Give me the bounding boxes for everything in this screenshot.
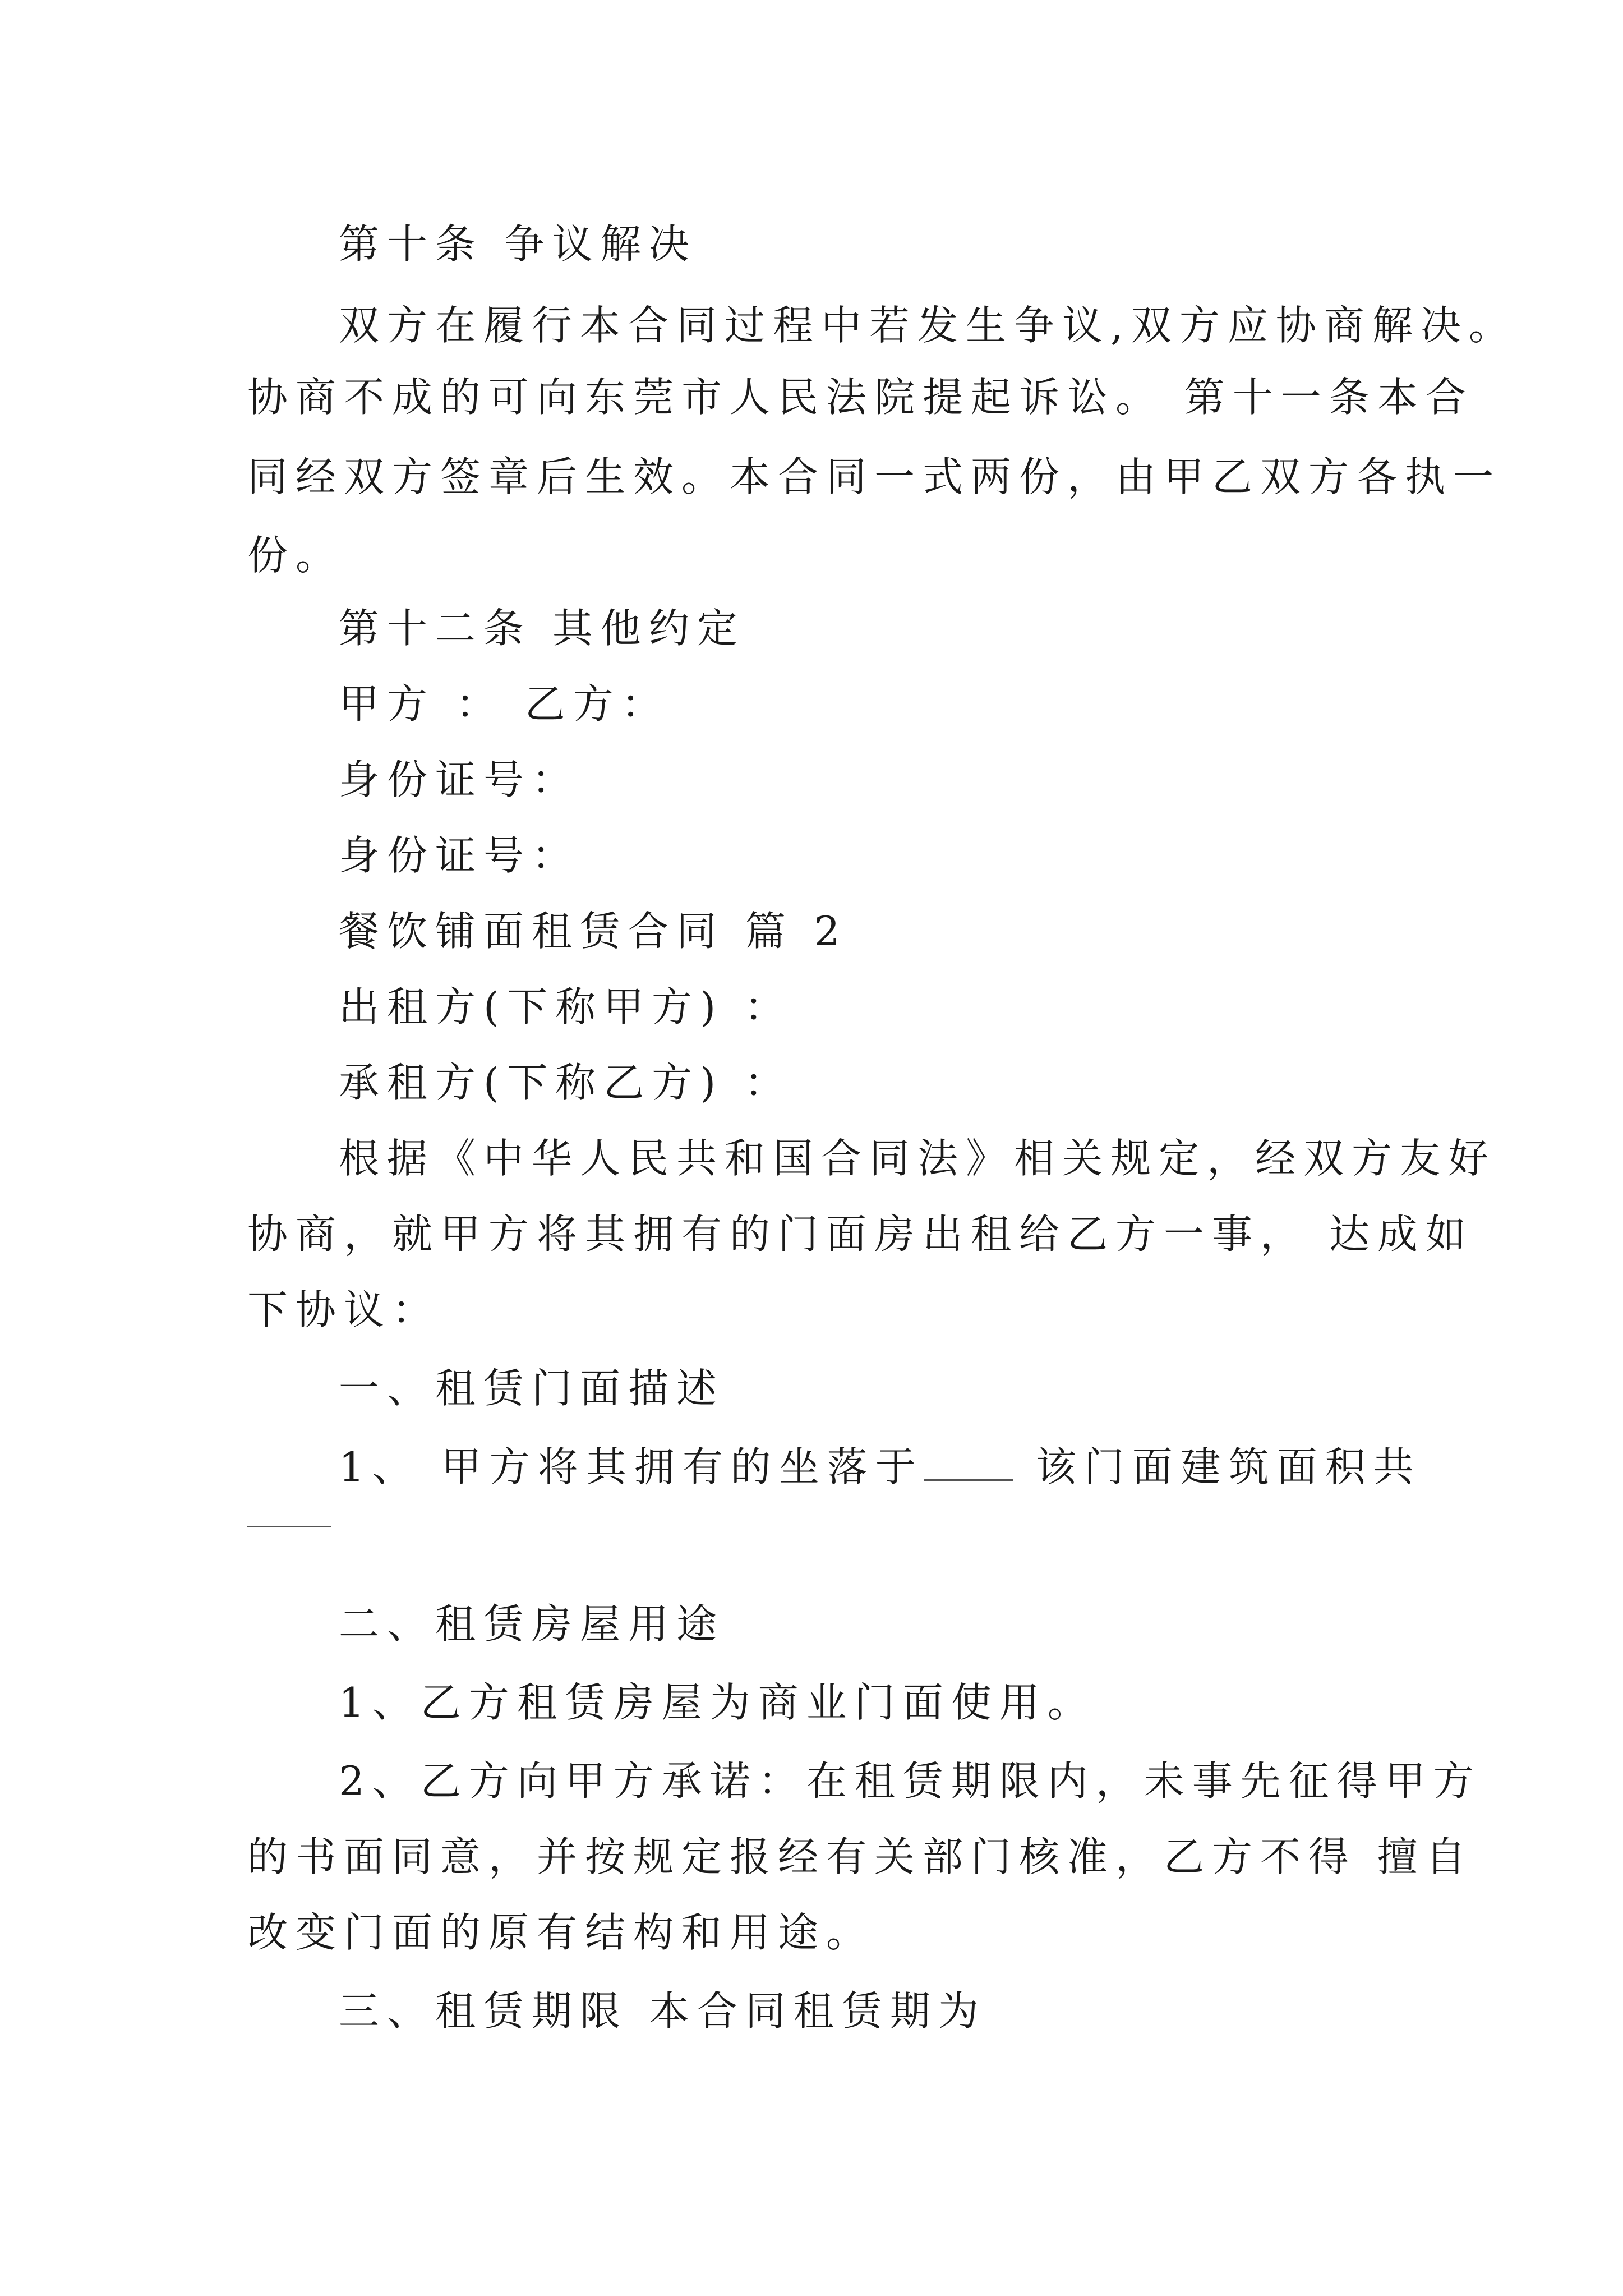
- contract-title: 餐饮铺面租赁合同 篇 2: [339, 908, 848, 955]
- clause-12-heading: 第十二条 其他约定: [339, 605, 745, 652]
- paragraph-line: 双方在履行本合同过程中若发生争议,双方应协商解决。: [339, 302, 1517, 349]
- paragraph-line: 根据《中华人民共和国合同法》相关规定，经双方友好: [339, 1135, 1497, 1182]
- party-signature-line: 甲方 ： 乙方：: [339, 680, 670, 728]
- description-text: 1、 甲方将其拥有的坐落于: [339, 1443, 924, 1490]
- section-heading: 二、租赁房屋用途: [339, 1600, 725, 1648]
- section-heading: 三、租赁期限 本合同租赁期为: [339, 1987, 986, 2035]
- id-number-line: 身份证号：: [339, 756, 580, 803]
- clause-10-heading: 第十条 争议解决: [339, 220, 697, 268]
- lessee-line: 承租方(下称乙方) ：: [339, 1059, 793, 1106]
- fill-in-blank: [924, 1446, 1013, 1481]
- description-item-1: [339, 1439, 1422, 1495]
- paragraph-line: 同经双方签章后生效。本合同一式两份，由甲乙双方各执一: [247, 453, 1502, 500]
- id-number-line: 身份证号：: [339, 832, 580, 879]
- paragraph-line: 协商不成的可向东莞市人民法院提起诉讼。 第十一条本合: [247, 374, 1474, 421]
- paragraph-line: 1、乙方租赁房屋为商业门面使用。: [339, 1679, 1096, 1726]
- fill-in-blank: [247, 1526, 331, 1527]
- description-text: 该门面建筑面积共: [1035, 1443, 1422, 1490]
- paragraph-line: 份。: [247, 532, 344, 579]
- paragraph-line: 的书面同意，并按规定报经有关部门核准，乙方不得 擅自: [247, 1833, 1474, 1880]
- section-heading: 一、租赁门面描述: [339, 1365, 725, 1412]
- paragraph-line: 2、乙方向甲方承诺：在租赁期限内，未事先征得甲方: [339, 1757, 1482, 1805]
- paragraph-line: 改变门面的原有结构和用途。: [247, 1909, 875, 1956]
- paragraph-line: 协商，就甲方将其拥有的门面房出租给乙方一事， 达成如: [247, 1211, 1474, 1258]
- paragraph-line: 下协议：: [247, 1286, 441, 1333]
- lessor-line: 出租方(下称甲方) ：: [339, 983, 793, 1030]
